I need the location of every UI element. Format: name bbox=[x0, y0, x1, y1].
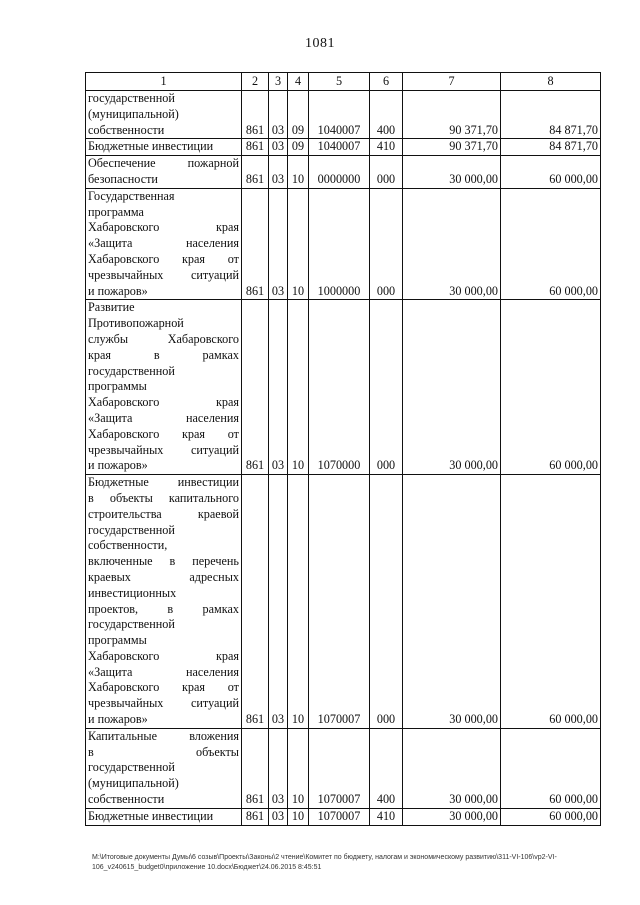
amount-year2-cell: 60 000,00 bbox=[501, 188, 601, 300]
gr-code-cell: 861 bbox=[242, 728, 269, 808]
row-name-line: Хабаровского края bbox=[88, 648, 239, 663]
subsection-code-cell: 10 bbox=[288, 808, 309, 825]
column-header: 6 bbox=[370, 73, 403, 91]
row-name-line: Капитальные вложения bbox=[88, 728, 239, 743]
row-name-cell bbox=[86, 475, 242, 729]
row-name-line: краевых адресных bbox=[88, 569, 239, 584]
subsection-code-cell: 10 bbox=[288, 300, 309, 475]
row-name-line: чрезвычайных ситуаций bbox=[88, 442, 239, 457]
expense-type-cell: 410 bbox=[370, 808, 403, 825]
row-name-cell bbox=[86, 156, 242, 189]
row-name-line: Государственная bbox=[88, 188, 175, 203]
section-code-cell: 03 bbox=[269, 808, 288, 825]
subsection-code-cell: 10 bbox=[288, 475, 309, 729]
row-name-line: Обеспечение пожарной bbox=[88, 156, 239, 171]
row-name-line: и пожаров» bbox=[88, 458, 148, 473]
expense-type-cell: 000 bbox=[370, 188, 403, 300]
row-name-line: Хабаровского края от bbox=[88, 680, 239, 695]
amount-year1-cell: 90 371,70 bbox=[403, 139, 501, 156]
amount-year1-cell: 90 371,70 bbox=[403, 91, 501, 139]
row-name-line: (муниципальной) bbox=[88, 776, 179, 791]
row-name-line: собственности bbox=[88, 792, 165, 807]
subsection-code-cell: 09 bbox=[288, 139, 309, 156]
amount-year2-cell: 60 000,00 bbox=[501, 808, 601, 825]
row-name-line: программа bbox=[88, 204, 144, 219]
expense-type-cell: 400 bbox=[370, 728, 403, 808]
row-name-line: собственности, bbox=[88, 538, 168, 553]
row-name-line: проектов, в рамках bbox=[88, 601, 239, 616]
row-name-line: государственной bbox=[88, 617, 175, 632]
expense-type-cell: 400 bbox=[370, 91, 403, 139]
gr-code-cell: 861 bbox=[242, 91, 269, 139]
amount-year2-cell: 60 000,00 bbox=[501, 475, 601, 729]
row-name-line: государственной bbox=[88, 760, 175, 775]
column-header: 7 bbox=[403, 73, 501, 91]
section-code-cell: 03 bbox=[269, 156, 288, 189]
table-row bbox=[86, 139, 601, 156]
row-name-line: включенные в перечень bbox=[88, 554, 239, 569]
header-row bbox=[86, 73, 601, 91]
amount-year2-cell: 60 000,00 bbox=[501, 300, 601, 475]
column-header: 5 bbox=[309, 73, 370, 91]
amount-year1-cell: 30 000,00 bbox=[403, 300, 501, 475]
amount-year1-cell: 30 000,00 bbox=[403, 188, 501, 300]
column-header: 3 bbox=[269, 73, 288, 91]
table-row bbox=[86, 728, 601, 808]
row-name-line: «Защита населения bbox=[88, 664, 239, 679]
expense-type-cell: 410 bbox=[370, 139, 403, 156]
row-name-line: программы bbox=[88, 633, 147, 648]
section-code-cell: 03 bbox=[269, 139, 288, 156]
row-name-line: Хабаровского края bbox=[88, 395, 239, 410]
row-name-line: государственной bbox=[88, 91, 175, 105]
document-path-footer bbox=[92, 853, 612, 872]
gr-code-cell: 861 bbox=[242, 188, 269, 300]
footer-line: M:\Итоговые документы Думы\6 созыв\Проекты\Законы\2 чтение\Комитет по бюджету, налогам и экономическому развитию\311-VI-106\vp2-VI- bbox=[92, 854, 557, 861]
row-name-line: государственной bbox=[88, 522, 175, 537]
row-name-line: инвестиционных bbox=[88, 585, 177, 600]
row-name-line: Бюджетные инвестиции bbox=[88, 475, 239, 490]
gr-code-cell: 861 bbox=[242, 156, 269, 189]
section-code-cell: 03 bbox=[269, 188, 288, 300]
table-row bbox=[86, 300, 601, 475]
row-name-cell bbox=[86, 91, 242, 139]
gr-code-cell: 861 bbox=[242, 300, 269, 475]
table-row bbox=[86, 808, 601, 825]
expense-type-cell: 000 bbox=[370, 156, 403, 189]
subsection-code-cell: 10 bbox=[288, 156, 309, 189]
target-item-cell: 1070007 bbox=[309, 728, 370, 808]
section-code-cell: 03 bbox=[269, 728, 288, 808]
row-name-line: в объекты капитального bbox=[88, 490, 239, 505]
table-row bbox=[86, 91, 601, 139]
expense-type-cell: 000 bbox=[370, 475, 403, 729]
column-header: 2 bbox=[242, 73, 269, 91]
footer-line: 106_v240615_budget0\приложение 10.docx\Бюджет\24.06.2015 8:45:51 bbox=[92, 863, 322, 871]
row-name-line: собственности bbox=[88, 122, 165, 137]
row-name-line: государственной bbox=[88, 363, 175, 378]
row-name-line: в объекты bbox=[88, 744, 239, 759]
column-header: 4 bbox=[288, 73, 309, 91]
row-name-line: чрезвычайных ситуаций bbox=[88, 267, 239, 282]
amount-year1-cell: 30 000,00 bbox=[403, 156, 501, 189]
row-name-line: Бюджетные инвестиции bbox=[88, 808, 214, 823]
subsection-code-cell: 09 bbox=[288, 91, 309, 139]
row-name-line: и пожаров» bbox=[88, 712, 148, 727]
table-row bbox=[86, 475, 601, 729]
gr-code-cell: 861 bbox=[242, 808, 269, 825]
row-name-line: «Защита населения bbox=[88, 236, 239, 251]
section-code-cell: 03 bbox=[269, 475, 288, 729]
target-item-cell: 1070000 bbox=[309, 300, 370, 475]
row-name-cell bbox=[86, 728, 242, 808]
section-code-cell: 03 bbox=[269, 300, 288, 475]
subsection-code-cell: 10 bbox=[288, 188, 309, 300]
page-number: 1081 bbox=[305, 36, 335, 51]
row-name-line: «Защита населения bbox=[88, 410, 239, 425]
budget-table bbox=[85, 72, 601, 826]
target-item-cell: 1040007 bbox=[309, 139, 370, 156]
row-name-line: края в рамках bbox=[88, 347, 239, 362]
amount-year2-cell: 60 000,00 bbox=[501, 156, 601, 189]
amount-year1-cell: 30 000,00 bbox=[403, 728, 501, 808]
row-name-cell bbox=[86, 808, 242, 825]
row-name-line: программы bbox=[88, 379, 147, 394]
section-code-cell: 03 bbox=[269, 91, 288, 139]
row-name-line: чрезвычайных ситуаций bbox=[88, 696, 239, 711]
row-name-line: Бюджетные инвестиции bbox=[88, 139, 214, 154]
row-name-line: Хабаровского края от bbox=[88, 426, 239, 441]
amount-year2-cell: 60 000,00 bbox=[501, 728, 601, 808]
amount-year1-cell: 30 000,00 bbox=[403, 475, 501, 729]
table-row bbox=[86, 156, 601, 189]
row-name-cell bbox=[86, 139, 242, 156]
target-item-cell: 1040007 bbox=[309, 91, 370, 139]
row-name-line: Хабаровского края от bbox=[88, 251, 239, 266]
expense-type-cell: 000 bbox=[370, 300, 403, 475]
row-name-line: Противопожарной bbox=[88, 316, 184, 331]
target-item-cell: 1070007 bbox=[309, 475, 370, 729]
row-name-line: Хабаровского края bbox=[88, 220, 239, 235]
target-item-cell: 1000000 bbox=[309, 188, 370, 300]
row-name-line: службы Хабаровского bbox=[88, 331, 239, 346]
gr-code-cell: 861 bbox=[242, 139, 269, 156]
gr-code-cell: 861 bbox=[242, 475, 269, 729]
row-name-line: строительства краевой bbox=[88, 506, 239, 521]
row-name-line: (муниципальной) bbox=[88, 106, 179, 121]
target-item-cell: 0000000 bbox=[309, 156, 370, 189]
column-header: 1 bbox=[86, 73, 242, 91]
target-item-cell: 1070007 bbox=[309, 808, 370, 825]
table-row bbox=[86, 188, 601, 300]
amount-year2-cell: 84 871,70 bbox=[501, 139, 601, 156]
row-name-cell bbox=[86, 188, 242, 300]
amount-year1-cell: 30 000,00 bbox=[403, 808, 501, 825]
row-name-line: и пожаров» bbox=[88, 283, 148, 298]
amount-year2-cell: 84 871,70 bbox=[501, 91, 601, 139]
subsection-code-cell: 10 bbox=[288, 728, 309, 808]
row-name-line: Развитие bbox=[88, 300, 135, 315]
column-header: 8 bbox=[501, 73, 601, 91]
row-name-cell bbox=[86, 300, 242, 475]
row-name-line: безопасности bbox=[88, 171, 158, 186]
